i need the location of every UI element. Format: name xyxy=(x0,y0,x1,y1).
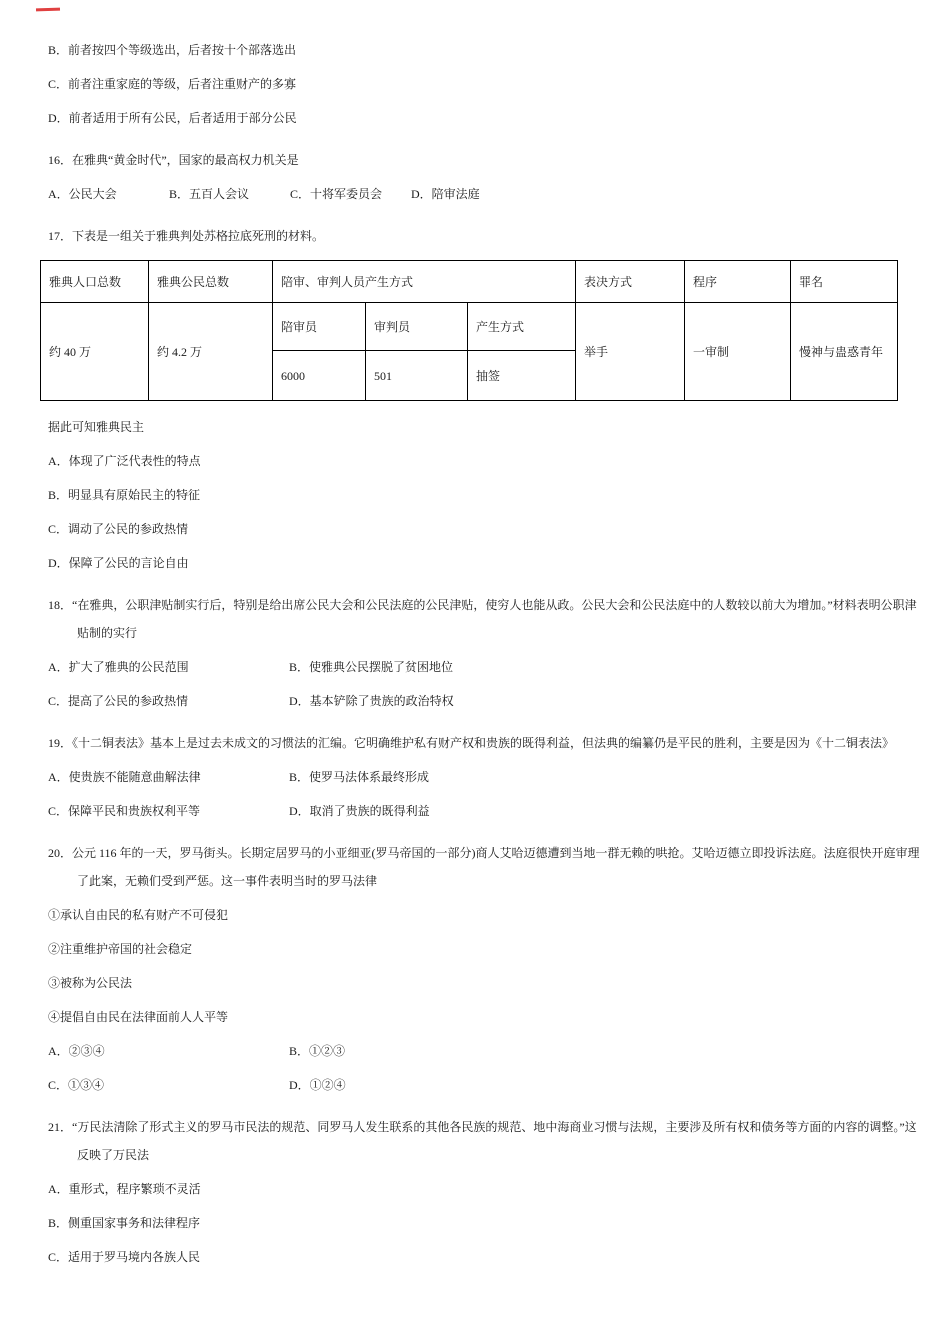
cell-jurors-value: 6000 xyxy=(273,351,366,401)
question-16-options-row xyxy=(48,180,920,208)
cell-citizens-value: 约 4.2 万 xyxy=(149,303,273,401)
cell-citizens-header: 雅典公民总数 xyxy=(149,261,273,303)
question-20-stem: 20．公元 116 年的一天，罗马街头。长期定居罗马的小亚细亚(罗马帝国的一部分)商人艾哈迈德遭到当地一群无赖的哄抢。艾哈迈德立即投诉法庭。法庭很快开庭审理了此案，无赖们受到严惩。这一事件表明当时的罗马法律 xyxy=(48,846,920,888)
question-19-options-row-2 xyxy=(48,797,920,825)
question-19-option-d: D．取消了贵族的既得利益 xyxy=(289,804,430,818)
red-pen-mark xyxy=(36,8,60,12)
question-17-followup: 据此可知雅典民主 xyxy=(48,420,145,434)
cell-judges-subheader: 审判员 xyxy=(366,303,468,351)
question-20-options-row-2 xyxy=(48,1071,920,1099)
question-20-item-3: ③被称为公民法 xyxy=(48,976,133,990)
question-21-option-b: B．侧重国家事务和法律程序 xyxy=(48,1216,201,1230)
question-21-option-c: C．适用于罗马境内各族人民 xyxy=(48,1250,201,1264)
question-16-option-c: C．十将军委员会 xyxy=(290,187,383,201)
question-20-option-b: B．①②③ xyxy=(289,1044,346,1058)
question-16-stem: 16．在雅典“黄金时代”，国家的最高权力机关是 xyxy=(48,153,299,167)
prev-question-option-d: D．前者适用于所有公民，后者适用于部分公民 xyxy=(48,111,297,125)
question-16-option-d: D．陪审法庭 xyxy=(411,187,480,201)
question-18-option-a: A．扩大了雅典的公民范围 xyxy=(48,660,189,674)
question-20-option-d: D．①②④ xyxy=(289,1078,346,1092)
cell-vote-value: 举手 xyxy=(576,303,685,401)
question-20-item-2: ②注重维护帝国的社会稳定 xyxy=(48,942,193,956)
question-20-item-4: ④提倡自由民在法律面前人人平等 xyxy=(48,1010,229,1024)
cell-crime-header: 罪名 xyxy=(791,261,898,303)
question-17-option-b: B．明显具有原始民主的特征 xyxy=(48,488,201,502)
cell-method-value: 抽签 xyxy=(468,351,576,401)
cell-judges-value: 501 xyxy=(366,351,468,401)
question-16-option-a: A．公民大会 xyxy=(48,187,117,201)
question-18-stem: 18．“在雅典，公职津贴制实行后，特别是给出席公民大会和公民法庭的公民津贴，使穷人也能从政。公民大会和公民法庭中的人数较以前大为增加。”材料表明公职津贴制的实行 xyxy=(48,598,917,640)
cell-jurors-subheader: 陪审员 xyxy=(273,303,366,351)
prev-question-option-c: C．前者注重家庭的等级，后者注重财产的多寡 xyxy=(48,77,297,91)
question-18-options-row-1 xyxy=(48,653,920,681)
cell-procedure-value: 一审制 xyxy=(685,303,791,401)
question-16-option-b: B．五百人会议 xyxy=(169,187,250,201)
question-19-option-c: C．保障平民和贵族权利平等 xyxy=(48,804,201,818)
cell-population-header: 雅典人口总数 xyxy=(41,261,149,303)
cell-vote-header: 表决方式 xyxy=(576,261,685,303)
question-17-option-a: A．体现了广泛代表性的特点 xyxy=(48,454,201,468)
cell-method-subheader: 产生方式 xyxy=(468,303,576,351)
prev-question-option-b: B．前者按四个等级选出，后者按十个部落选出 xyxy=(48,43,297,57)
question-17-option-d: D．保障了公民的言论自由 xyxy=(48,556,189,570)
cell-procedure-header: 程序 xyxy=(685,261,791,303)
question-17-intro: 17．下表是一组关于雅典判处苏格拉底死刑的材料。 xyxy=(48,229,325,243)
question-21-stem: 21．“万民法清除了形式主义的罗马市民法的规范、同罗马人发生联系的其他各民族的规范、地中海商业习惯与法规，主要涉及所有权和债务等方面的内容的调整。”这反映了万民法 xyxy=(48,1120,917,1162)
question-21-option-a: A．重形式，程序繁琐不灵活 xyxy=(48,1182,201,1196)
cell-population-value: 约 40 万 xyxy=(41,303,149,401)
question-20-options-row-1 xyxy=(48,1037,920,1065)
socrates-trial-table xyxy=(40,260,898,401)
question-19-options-row-1 xyxy=(48,763,920,791)
question-19-option-a: A．使贵族不能随意曲解法律 xyxy=(48,770,201,784)
question-19-stem: 19．《十二铜表法》基本上是过去未成文的习惯法的汇编。它明确维护私有财产权和贵族的既得利益，但法典的编纂仍是平民的胜利，主要是因为《十二铜表法》 xyxy=(48,736,895,750)
question-19-option-b: B．使罗马法体系最终形成 xyxy=(289,770,430,784)
question-18-option-b: B．使雅典公民摆脱了贫困地位 xyxy=(289,660,454,674)
cell-crime-value: 慢神与蛊惑青年 xyxy=(791,303,898,401)
question-18-option-c: C．提高了公民的参政热情 xyxy=(48,694,189,708)
question-20-item-1: ①承认自由民的私有财产不可侵犯 xyxy=(48,908,229,922)
cell-selection-header: 陪审、审判人员产生方式 xyxy=(273,261,576,303)
question-20-option-c: C．①③④ xyxy=(48,1078,105,1092)
question-17-option-c: C．调动了公民的参政热情 xyxy=(48,522,189,536)
question-18-options-row-2 xyxy=(48,687,920,715)
question-20-option-a: A．②③④ xyxy=(48,1044,105,1058)
question-18-option-d: D．基本铲除了贵族的政治特权 xyxy=(289,694,454,708)
